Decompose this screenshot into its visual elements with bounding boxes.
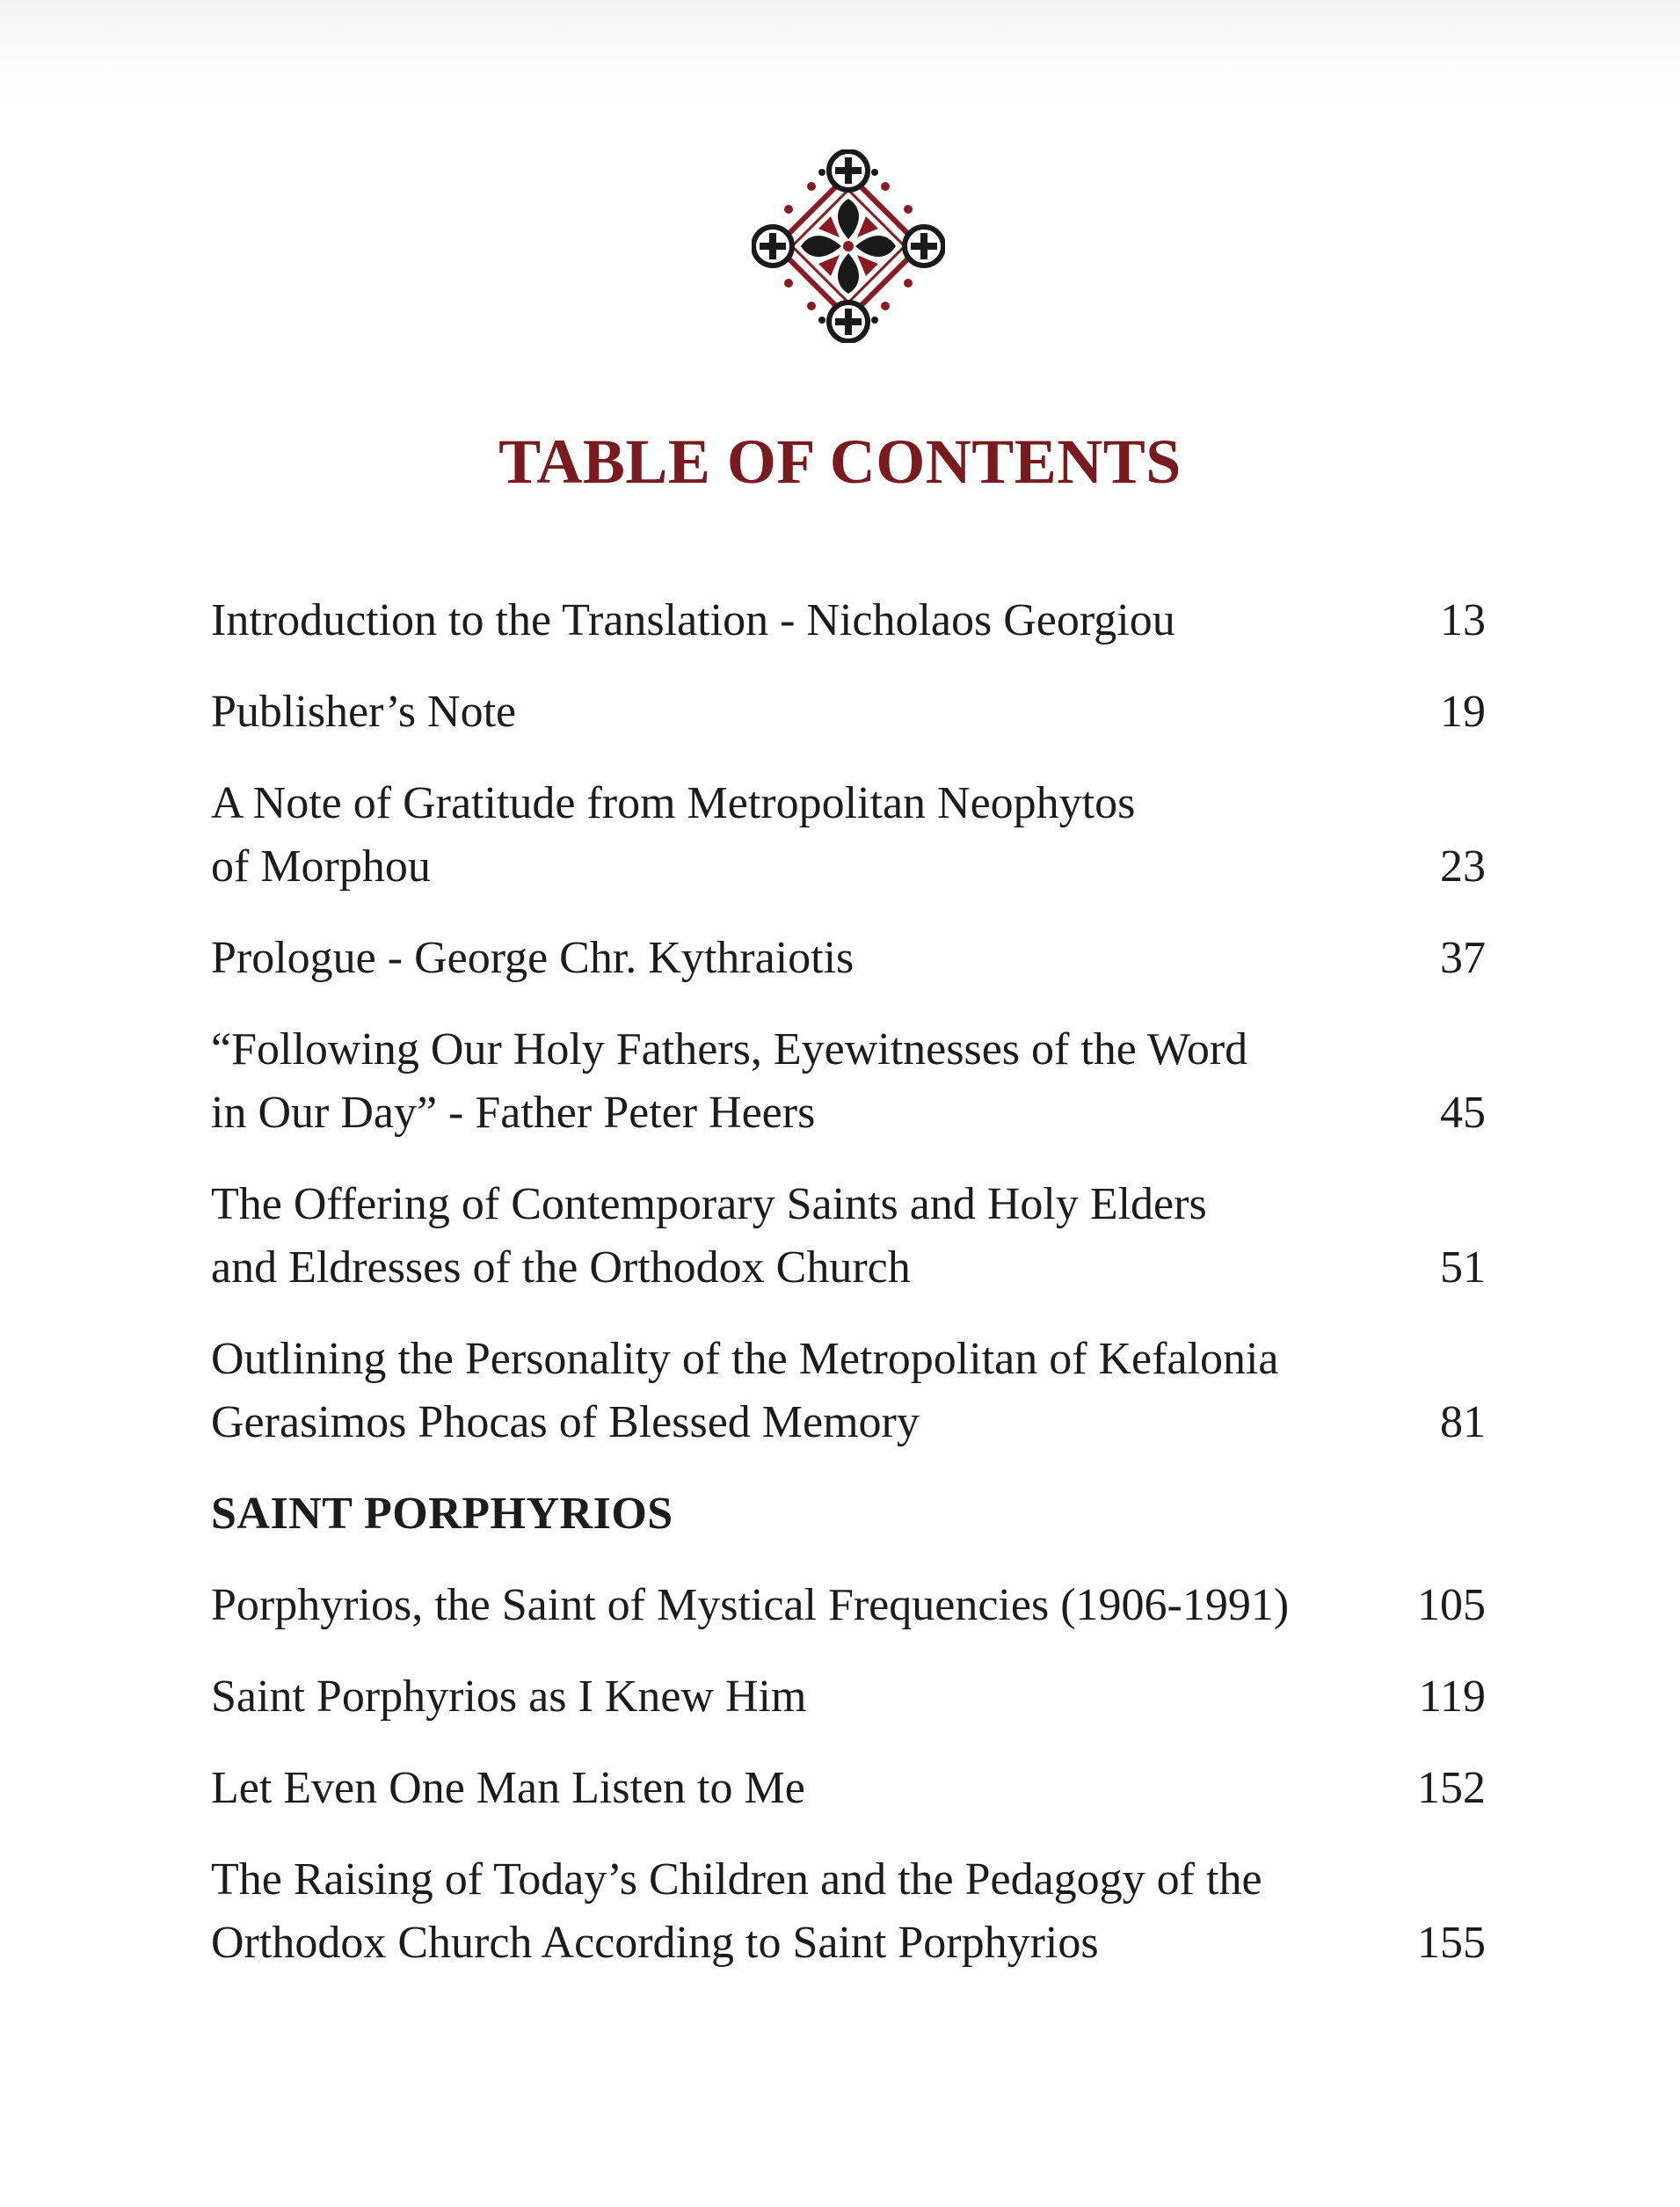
toc-entry[interactable] (211, 1018, 1486, 1145)
toc-entry-title: Saint Porphyrios as I Knew Him (211, 1672, 807, 1722)
toc-entry[interactable] (211, 1328, 1486, 1454)
toc-page-number: 19 (1440, 687, 1486, 737)
toc-entry[interactable] (211, 1173, 1486, 1300)
page-title: TABLE OF CONTENTS (498, 426, 1182, 497)
toc-entry[interactable] (211, 1574, 1486, 1637)
toc-entry-title: “Following Our Holy Fathers, Eyewitnesses of the Word in Our Day” - Father Peter Heers (211, 1024, 1248, 1138)
toc-page-number: 155 (1417, 1918, 1486, 1968)
toc-entry-title: The Raising of Today’s Children and the Pedagogy of the Orthodox Church According to Saint Porphyrios (211, 1854, 1262, 1968)
toc-list (211, 589, 1486, 2003)
toc-entry[interactable] (211, 1665, 1486, 1729)
toc-entry[interactable] (211, 927, 1486, 990)
page-top-shadow (0, 0, 1680, 97)
toc-page-number: 105 (1417, 1580, 1486, 1630)
toc-page-number: 51 (1440, 1242, 1486, 1293)
toc-page-number: 152 (1417, 1763, 1486, 1813)
toc-entry[interactable] (211, 1757, 1486, 1820)
toc-entry[interactable] (211, 681, 1486, 744)
toc-section-heading: SAINT PORPHYRIOS (211, 1489, 673, 1539)
toc-page-number: 81 (1440, 1397, 1486, 1447)
toc-entry-title: Porphyrios, the Saint of Mystical Frequencies (1906-1991) (211, 1580, 1290, 1630)
toc-entry-title: A Note of Gratitude from Metropolitan Neophytos of Morphou (211, 778, 1136, 892)
toc-page-number: 119 (1418, 1672, 1486, 1722)
toc-page-number: 45 (1440, 1088, 1486, 1138)
toc-entry[interactable] (211, 772, 1486, 899)
toc-page-number: 13 (1440, 595, 1486, 645)
toc-entry-title: The Offering of Contemporary Saints and Holy Elders and Eldresses of the Orthodox Church (211, 1179, 1207, 1293)
toc-page-number: 23 (1440, 841, 1486, 892)
toc-entry[interactable] (211, 589, 1486, 652)
toc-entry[interactable] (211, 1848, 1486, 1975)
toc-entry-title: Outlining the Personality of the Metropolitan of Kefalonia Gerasimos Phocas of Blessed Memory (211, 1334, 1279, 1447)
toc-entry-title: Introduction to the Translation - Nicholaos Georgiou (211, 595, 1175, 645)
cross-rosette-icon (752, 149, 945, 343)
toc-entry-title: Prologue - George Chr. Kythraiotis (211, 933, 855, 983)
toc-page-number: 37 (1440, 933, 1486, 983)
toc-entry-title: Publisher’s Note (211, 687, 517, 737)
toc-entry-title: Let Even One Man Listen to Me (211, 1763, 805, 1813)
